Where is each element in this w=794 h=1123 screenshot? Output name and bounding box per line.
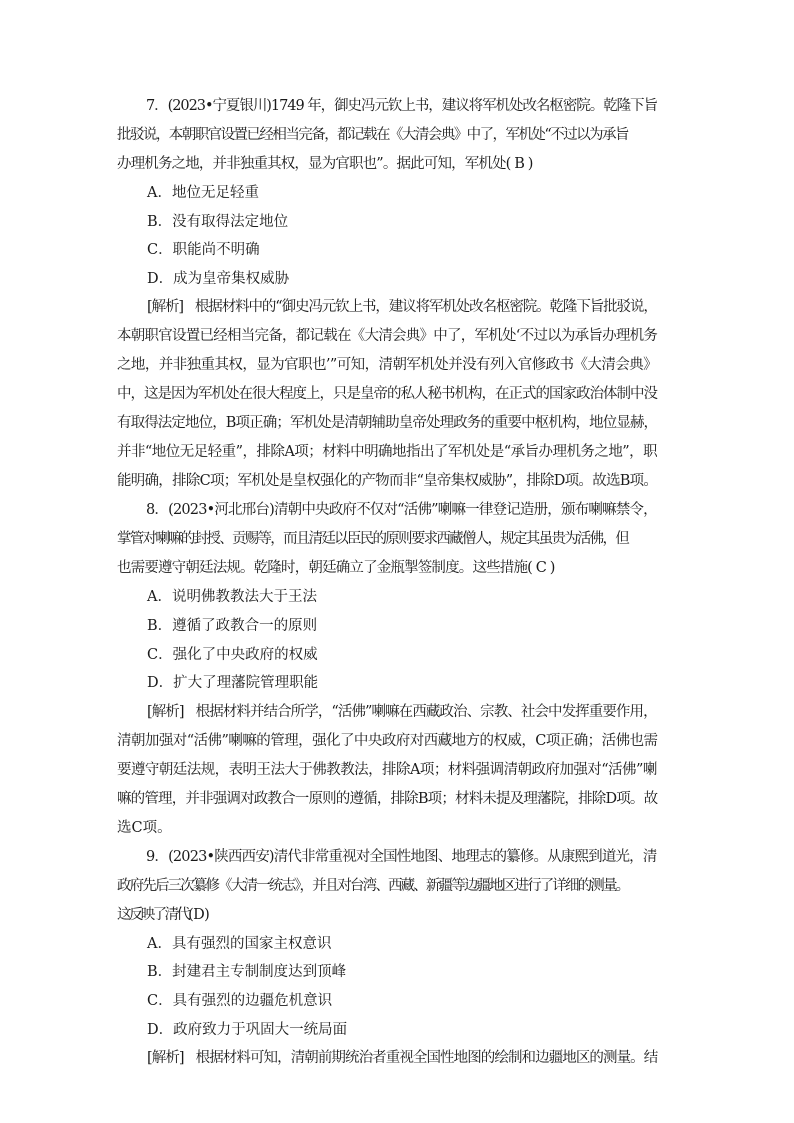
option-b: B．遵循了政教合一的原则	[147, 617, 318, 634]
stem-line: 9．(2023•陕西西安)清代非常重视对全国性地图、地理志的纂修。从康熙到道光，清	[146, 848, 657, 865]
analysis-line: 要遵守朝廷法规，表明王法大于佛教教法，排除A项；材料强调清朝政府加强对“活佛”喇	[117, 761, 657, 778]
option-b: B．封建君主专制制度达到顶峰	[147, 964, 347, 981]
analysis	[117, 698, 657, 843]
question-stem	[117, 496, 657, 583]
analysis-line: 根据材料可知，清朝前期统治者重视全国性地图的绘制和边疆地区的测量。结	[195, 1050, 658, 1067]
stem-line: 这反映了清代( D )	[117, 906, 208, 923]
analysis-tag: [解析]	[147, 299, 183, 316]
question-9	[117, 843, 657, 1073]
option-a: A．具有强烈的国家主权意识	[147, 935, 332, 952]
analysis-tag: [解析]	[147, 703, 184, 720]
option-a: A．说明佛教教法大于王法	[147, 589, 317, 606]
analysis-line: 有取得法定地位，B项正确；军机处是清朝辅助皇帝处理政务的重要中枢机构，地位显赫，	[117, 415, 658, 432]
analysis-line: 能明确，排除C项；军机处是皇权强化的产物而非“皇帝集权威胁”，排除D项。故选B项。	[117, 473, 658, 490]
option-b: B．没有取得法定地位	[147, 213, 289, 230]
analysis-line: 本朝职官设置已经相当完备，都记载在《大清会典》中了，军机处‘不过以为承旨办理机务	[117, 328, 658, 345]
question-stem	[117, 92, 657, 179]
analysis-line: 根据材料并结合所学，“活佛”喇嘛在西藏政治、宗教、社会中发挥重要作用，	[195, 703, 657, 720]
analysis-line: 并非“地位无足轻重”，排除A项；材料中明确地指出了军机处是“承旨办理机务之地”，职	[117, 444, 658, 461]
analysis-line: 中，这是因为军机处在很大程度上，只是皇帝的私人秘书机构，在正式的国家政治体制中没	[117, 386, 657, 403]
analysis-line: 根据材料中的“御史冯元钦上书，建议将军机处改名枢密院。乾隆下旨批驳说，	[194, 299, 657, 316]
analysis-line: 清朝加强对“活佛”喇嘛的管理，强化了中央政府对西藏地方的权威，C项正确；活佛也需	[117, 732, 658, 749]
stem-line: 掌管对喇嘛的封授、贡赐等，而且清廷以臣民的原则要求西藏僧人，规定其虽贵为活佛，但	[117, 531, 628, 548]
option-d: D．扩大了理藩院管理职能	[147, 675, 319, 692]
analysis-first-line	[117, 698, 657, 727]
question-stem	[117, 843, 657, 930]
option-c: C．具有强烈的边疆危机意识	[147, 992, 333, 1009]
stem-line: 7．(2023•宁夏银川)1749 年，御史冯元钦上书，建议将军机处改名枢密院。乾隆下旨	[146, 98, 658, 114]
analysis	[117, 293, 657, 496]
analysis-first-line	[117, 1044, 657, 1073]
stem-line: 办理机务之地，并非独重其权，显为官职也”。据此可知，军机处( B )	[117, 156, 533, 172]
stem-line: 也需要遵守朝廷法规。乾隆时，朝廷确立了金瓶掣签制度。这些措施( C )	[117, 560, 555, 577]
option-d: D．成为皇帝集权威胁	[147, 270, 290, 287]
question-8	[117, 496, 657, 842]
stem-line: 批驳说，本朝职官设置已经相当完备，都记载在《大清会典》中了，军机处“不过以为承旨	[117, 127, 628, 143]
option-a: A．地位无足轻重	[147, 185, 259, 201]
document-page	[117, 92, 657, 1073]
analysis	[117, 1044, 657, 1073]
option-c: C．强化了中央政府的权威	[147, 646, 318, 663]
stem-line: 政府先后三次纂修《大清一统志》，并且对台湾、西藏、新疆等边疆地区进行了详细的测量。	[117, 877, 629, 894]
analysis-tag: [解析]	[147, 1050, 184, 1067]
option-c: C．职能尚不明确	[147, 242, 260, 259]
analysis-first-line	[117, 293, 657, 322]
analysis-line: 之地，并非独重其权，显为官职也’”可知，清朝军机处并没有列入官修政书《大清会典》	[117, 357, 658, 374]
question-7	[117, 92, 657, 496]
option-d: D．政府致力于巩固大一统局面	[147, 1021, 348, 1038]
analysis-line: 选C项。	[117, 819, 172, 836]
stem-line: 8．(2023•河北邢台)清朝中央政府不仅对“活佛”喇嘛一律登记造册，颁布喇嘛禁令，	[146, 502, 657, 519]
analysis-line: 嘛的管理，并非强调对政教合一原则的遵循，排除B项；材料未提及理藩院，排除D项。故	[117, 790, 658, 807]
